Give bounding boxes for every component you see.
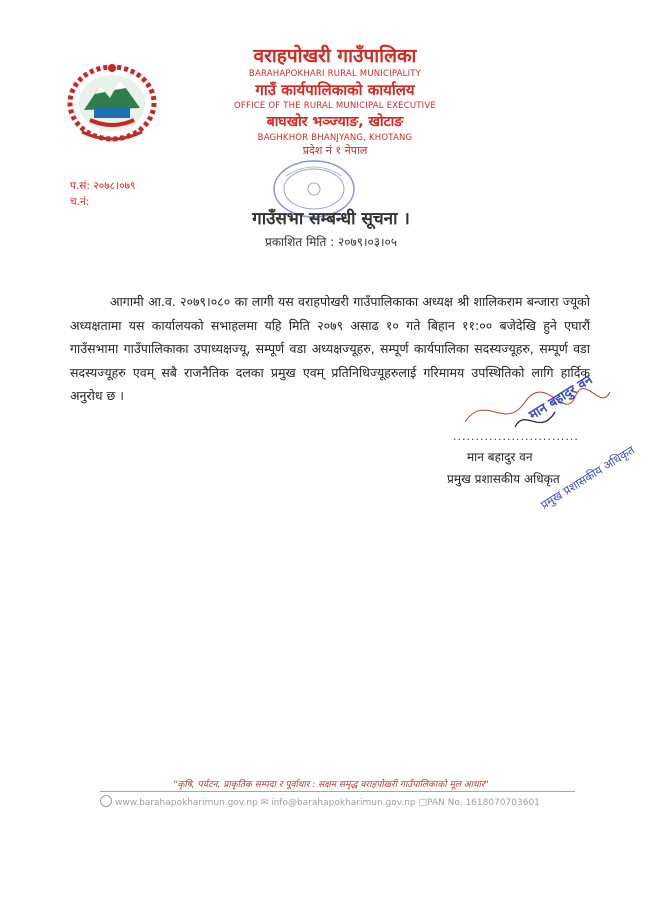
municipality-name-en: BARAHAPOKHARI RURAL MUNICIPALITY — [248, 69, 422, 79]
pan-icon: □ — [418, 798, 428, 808]
office-name-np: गाउँ कार्यपालिकाको कार्यालय — [255, 81, 415, 99]
province-np: प्रदेश नं १ नेपाल — [302, 144, 368, 157]
mail-icon: ✉ — [260, 798, 269, 808]
footer-email: info@barahapokharimun.gov.np — [271, 798, 416, 808]
signatory-name: मान बहादुर वन — [467, 450, 533, 464]
office-name-en: OFFICE OF THE RURAL MUNICIPAL EXECUTIVE — [234, 101, 436, 111]
nepal-emblem — [62, 58, 162, 148]
footer-website: www.barahapokharimun.gov.np — [115, 798, 258, 808]
signatory-title: प्रमुख प्रशासकीय अधिकृत — [447, 472, 560, 486]
municipality-name-np: वराहपोखरी गाउँपालिका — [253, 45, 417, 67]
signature-line: ............................ — [453, 430, 579, 443]
address-en: BAGHKHOR BHANJYANG, KHOTANG — [257, 133, 413, 143]
footer-contact — [100, 795, 580, 808]
letter-number: प.सं: २०७८।०७९ — [70, 180, 136, 192]
footer-divider — [100, 791, 575, 792]
footer-slogan: "कृषि, पर्यटन, प्राकृतिक सम्पदा र पूर्वाधार : सक्षम समृद्ध वराहपोखरी गाउँपालिकाको मूल आधार" — [173, 780, 489, 790]
signature-stamp-name: मान बहादुर वन — [526, 372, 596, 424]
address-np: बाघखोर भञ्ज्याङ, खोटाङ — [266, 114, 404, 130]
footer-pan: PAN No. 1618070703601 — [427, 798, 540, 808]
dispatch-number: च.नं: — [70, 196, 90, 208]
notice-title: गाउँसभा सम्बन्धी सूचना । — [252, 209, 410, 229]
signature-stamp-title: प्रमुख प्रशासकीय अधिकृत — [538, 442, 637, 512]
globe-icon — [100, 795, 112, 807]
published-date: प्रकाशित मिति : २०७९।०३।०५ — [265, 235, 397, 249]
letterhead — [190, 44, 480, 158]
notice-body: आगामी आ.व. २०७९।०८० का लागी यस वराहपोखरी गाउँपालिकाका अध्यक्ष श्री शालिकराम बन्जारा ज्यूको अध्यक्षतामा यस कार्यालयको सभाहलमा यहि मिति २०७९ असाढ १० गते बिहान ११:०० बजेदेखि हुने एघारौं गाउँसभामा गाउँपालिकाका उपाध्यक्षज्यू, सम्पूर्ण वडा अध्यक्षज्यूहरु, सम्पूर्ण कार्यपालिका सदस्यज्यूहरु, सम्पूर्ण वडा सदस्यज्यूहरु एवम् सबै राजनैतिक दलका प्रमुख एवम् प्रतिनिधिज्यूहरुलाई गरिमामय उपस्थितिको लागि हार्दिक अनुरोध छ । — [70, 294, 590, 403]
